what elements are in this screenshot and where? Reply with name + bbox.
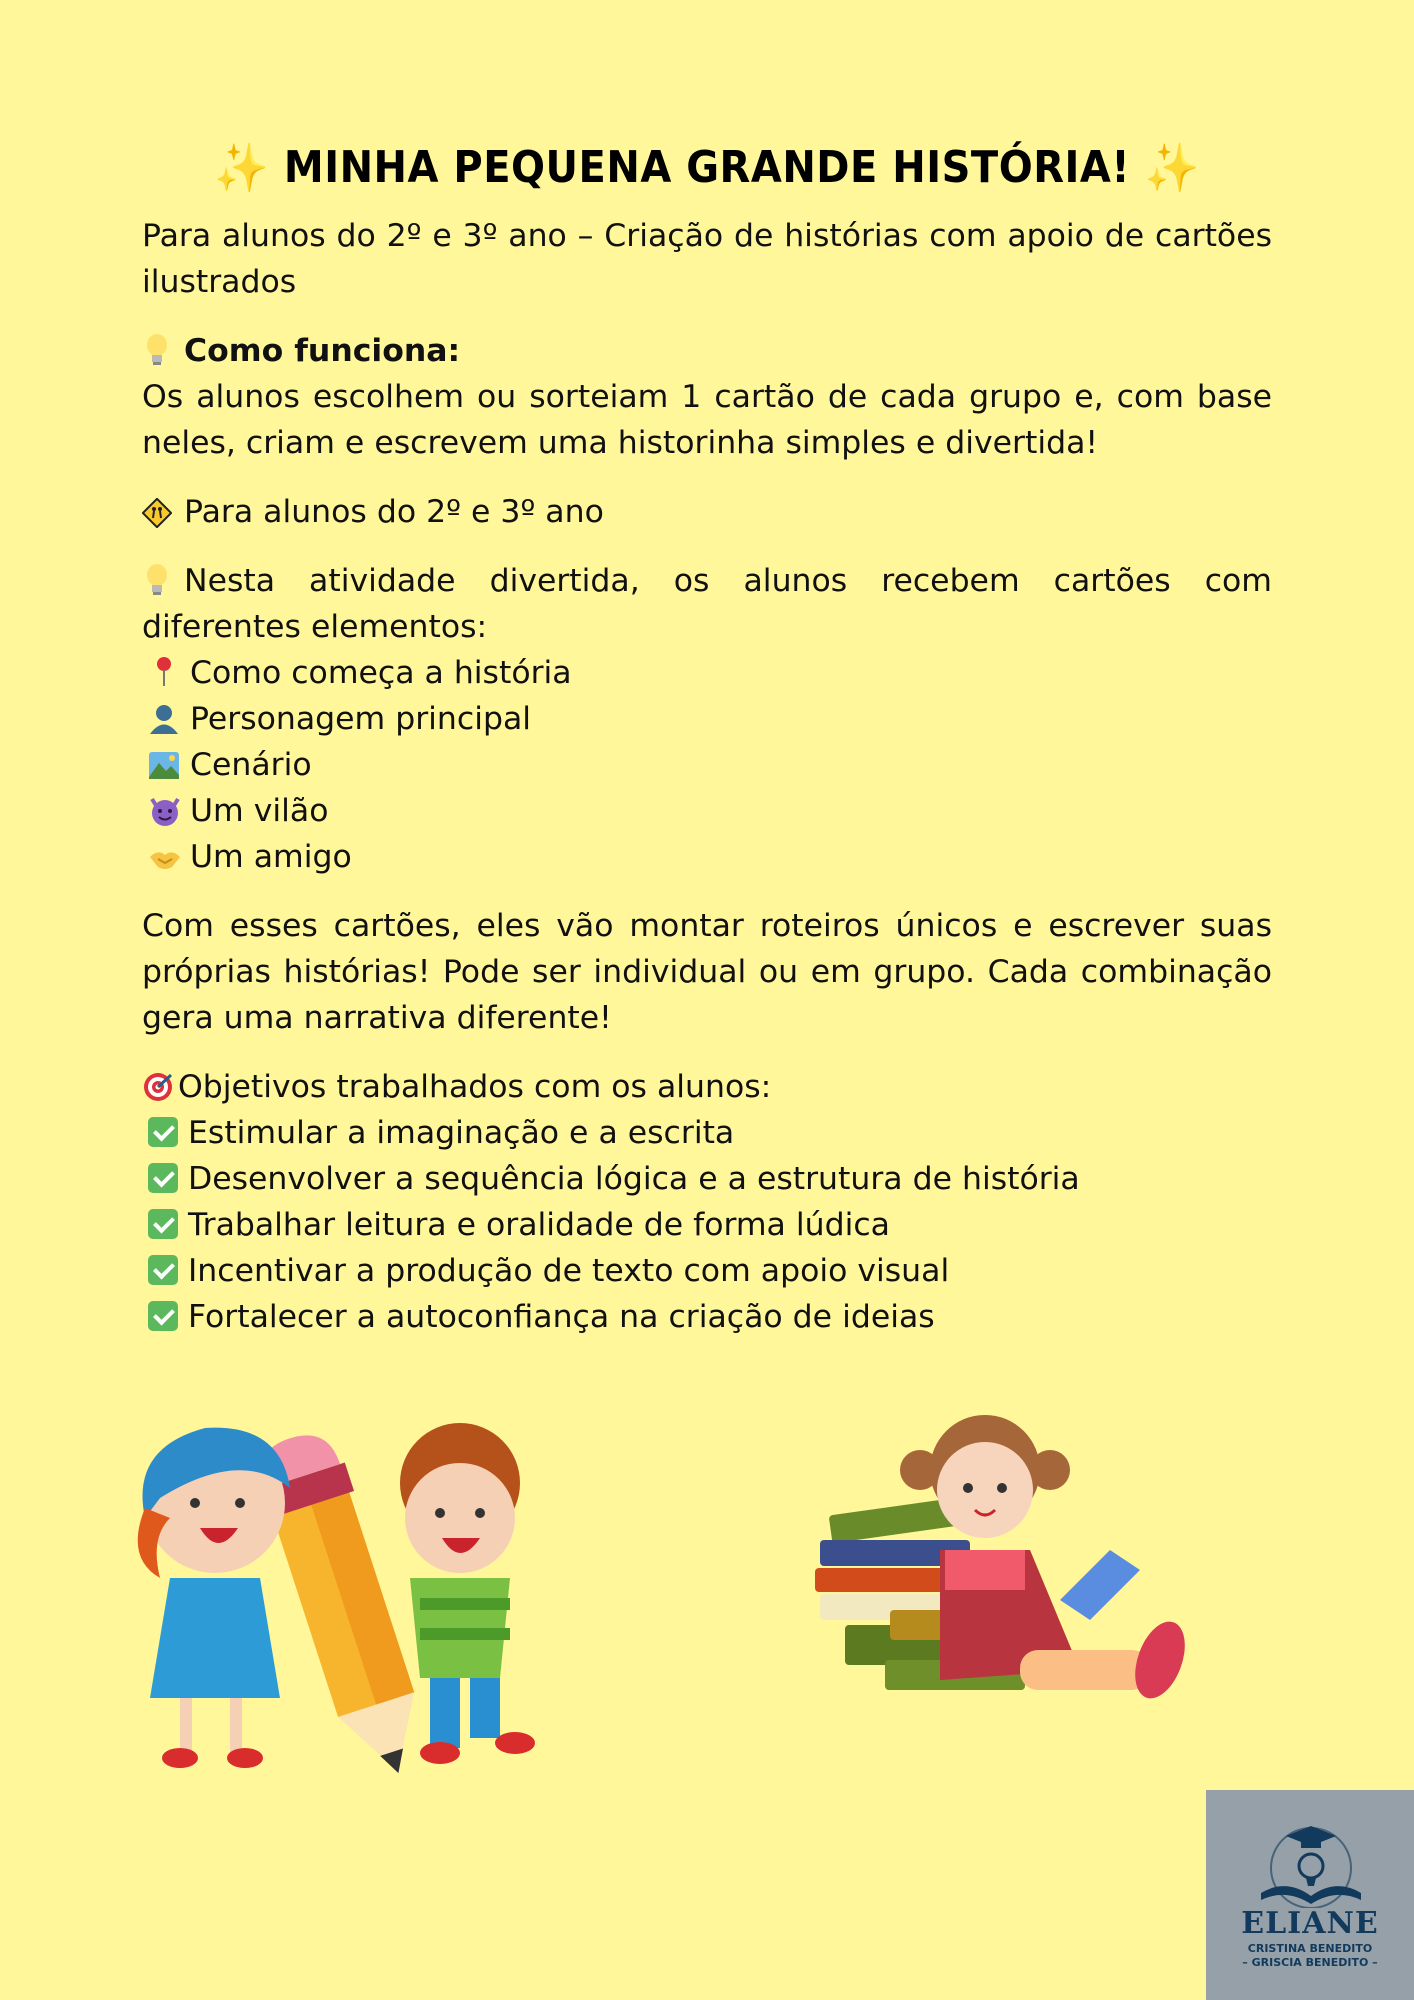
element-label: Como começa a história bbox=[190, 655, 572, 691]
list-item bbox=[142, 1110, 1272, 1156]
sparkles-icon: ✨ bbox=[214, 140, 270, 197]
lightbulb-icon bbox=[142, 563, 174, 597]
objectives-section bbox=[142, 1064, 1272, 1340]
list-item bbox=[142, 1202, 1272, 1248]
open-book-graduation-cap-icon bbox=[1246, 1818, 1376, 1908]
objective-label: Desenvolver a sequência lógica e a estrutura de história bbox=[188, 1161, 1080, 1197]
page-title bbox=[142, 136, 1272, 202]
list-item bbox=[142, 834, 1272, 880]
how-heading: Como funciona: bbox=[184, 333, 461, 369]
logo-subtitle bbox=[1206, 1942, 1414, 1970]
activity-section bbox=[142, 558, 1272, 880]
pushpin-icon bbox=[148, 655, 180, 689]
list-item bbox=[142, 696, 1272, 742]
combination-paragraph: Com esses cartões, eles vão montar roteiros únicos e escrever suas próprias histórias! Pode ser individual ou em grupo. Cada combinação gera uma narrativa diferente! bbox=[142, 908, 1272, 1036]
element-label: Cenário bbox=[190, 747, 312, 783]
element-label: Um vilão bbox=[190, 793, 329, 829]
audience-text: Para alunos do 2º e 3º ano bbox=[184, 494, 604, 530]
landscape-icon bbox=[148, 748, 180, 782]
how-it-works-section bbox=[142, 328, 1272, 466]
devil-icon bbox=[148, 794, 180, 828]
objectives-heading-line bbox=[142, 1064, 1272, 1110]
person-icon bbox=[148, 702, 180, 736]
objective-label: Incentivar a produção de texto com apoio visual bbox=[188, 1253, 950, 1289]
check-icon bbox=[148, 1117, 178, 1147]
children-crossing-icon bbox=[142, 495, 174, 529]
title-text: MINHA PEQUENA GRANDE HISTÓRIA! bbox=[283, 143, 1131, 193]
girl-reading-illustration bbox=[790, 1410, 1220, 1780]
sparkles-icon: ✨ bbox=[1144, 140, 1200, 197]
element-label: Personagem principal bbox=[190, 701, 532, 737]
document-body bbox=[142, 138, 1272, 1363]
list-item bbox=[142, 742, 1272, 788]
intro-paragraph: Para alunos do 2º e 3º ano – Criação de histórias com apoio de cartões ilustrados bbox=[142, 218, 1272, 300]
handshake-icon bbox=[148, 840, 180, 874]
check-icon bbox=[148, 1209, 178, 1239]
logo-line2: – GRISCIA BENEDITO – bbox=[1242, 1956, 1378, 1969]
list-item bbox=[142, 1294, 1272, 1340]
activity-intro bbox=[142, 558, 1272, 650]
check-icon bbox=[148, 1255, 178, 1285]
check-icon bbox=[148, 1163, 178, 1193]
objectives-heading: Objetivos trabalhados com os alunos: bbox=[178, 1069, 772, 1105]
objective-label: Fortalecer a autoconfiança na criação de ideias bbox=[188, 1299, 935, 1335]
activity-text: Nesta atividade divertida, os alunos recebem cartões com diferentes elementos: bbox=[142, 563, 1272, 645]
list-item bbox=[142, 1248, 1272, 1294]
list-item bbox=[142, 650, 1272, 696]
logo-name: ELIANE bbox=[1241, 1906, 1379, 1941]
objective-label: Estimular a imaginação e a escrita bbox=[188, 1115, 735, 1151]
target-icon bbox=[142, 1070, 174, 1104]
list-item bbox=[142, 1156, 1272, 1202]
how-text: Os alunos escolhem ou sorteiam 1 cartão de cada grupo e, com base neles, criam e escrevem uma historinha simples e divertida! bbox=[142, 379, 1272, 461]
check-icon bbox=[148, 1301, 178, 1331]
kids-with-pencil-illustration bbox=[120, 1408, 600, 1798]
element-label: Um amigo bbox=[190, 839, 352, 875]
list-item bbox=[142, 788, 1272, 834]
lightbulb-icon bbox=[142, 333, 174, 367]
audience-line bbox=[142, 489, 1272, 535]
objective-label: Trabalhar leitura e oralidade de forma lúdica bbox=[188, 1207, 890, 1243]
author-logo bbox=[1206, 1790, 1414, 2000]
logo-line1: CRISTINA BENEDITO bbox=[1247, 1942, 1373, 1955]
